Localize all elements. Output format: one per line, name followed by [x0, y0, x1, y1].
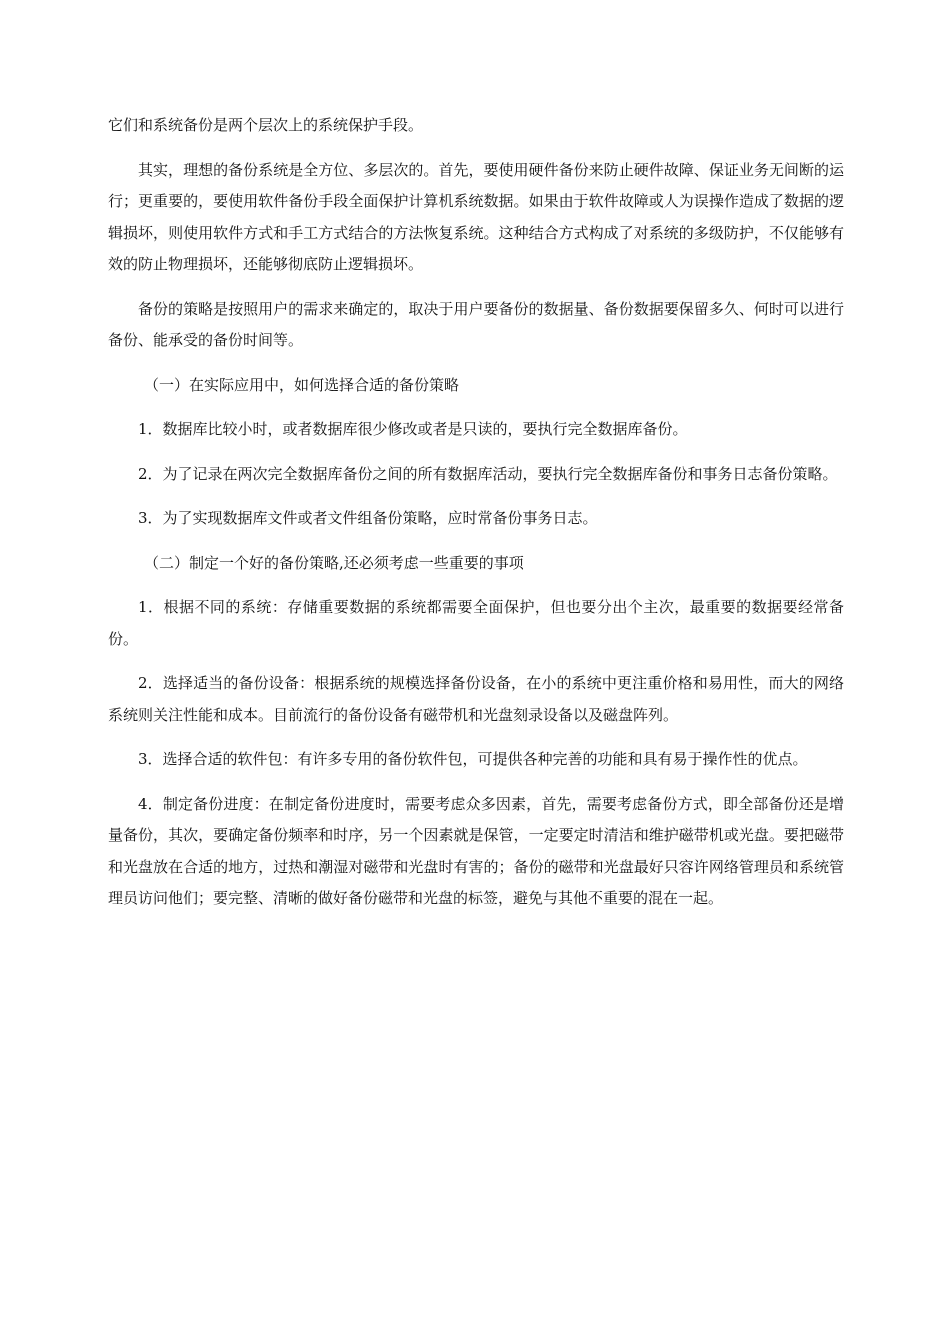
paragraph-backup-strategy: 备份的策略是按照用户的需求来确定的，取决于用户要备份的数据量、备份数据要保留多久、何时可以进行备份、能承受的备份时间等。: [108, 299, 844, 349]
list-item-2-1: 1．根据不同的系统：存储重要数据的系统都需要全面保护，但也要分出个主次，最重要的数据要经常备份。: [108, 598, 844, 648]
paragraph-continuation: 它们和系统备份是两个层次上的系统保护手段。: [108, 116, 424, 134]
section-heading-1: （一）在实际应用中，如何选择合适的备份策略: [144, 375, 460, 394]
document-page: [108, 110, 844, 915]
list-item-1-2: 2．为了记录在两次完全数据库备份之间的所有数据库活动，要执行完全数据库备份和事务日志备份策略。: [138, 464, 838, 483]
list-item-1-1: 1．数据库比较小时，或者数据库很少修改或者是只读的，要执行完全数据库备份。: [138, 420, 688, 438]
list-item-2-4: 4．制定备份进度：在制定备份进度时，需要考虑众多因素，首先，需要考虑备份方式，即全部备份还是增量备份，其次，要确定备份频率和时序，另一个因素就是保管，一定要定时清洁和维护磁带机或光盘。要把磁带和光盘放在合适的地方，过热和潮湿对磁带和光盘时有害的；备份的磁带和光盘最好只容许网络管理员和系统管理员访问他们；要完整、清晰的做好备份磁带和光盘的标签，避免与其他不重要的混在一起。: [108, 794, 844, 907]
list-item-2-2: 2．选择适当的备份设备：根据系统的规模选择备份设备，在小的系统中更注重价格和易用性，而大的网络系统则关注性能和成本。目前流行的备份设备有磁带机和光盘刻录设备以及磁盘阵列。: [108, 674, 844, 724]
list-item-2-3: 3．选择合适的软件包：有许多专用的备份软件包，可提供各种完善的功能和具有易于操作性的优点。: [138, 750, 808, 768]
paragraph-ideal-backup-system: 其实，理想的备份系统是全方位、多层次的。首先，要使用硬件备份来防止硬件故障、保证业务无间断的运行；更重要的，要使用软件备份手段全面保护计算机系统数据。如果由于软件故障或人为误操作造成了数据的逻辑损坏，则使用软件方式和手工方式结合的方法恢复系统。这种结合方式构成了对系统的多级防护，不仅能够有效的防止物理损坏，还能够彻底防止逻辑损坏。: [108, 160, 844, 273]
list-item-1-3: 3．为了实现数据库文件或者文件组备份策略，应时常备份事务日志。: [138, 509, 598, 527]
section-heading-2: （二）制定一个好的备份策略,还必须考虑一些重要的事项: [144, 553, 524, 572]
